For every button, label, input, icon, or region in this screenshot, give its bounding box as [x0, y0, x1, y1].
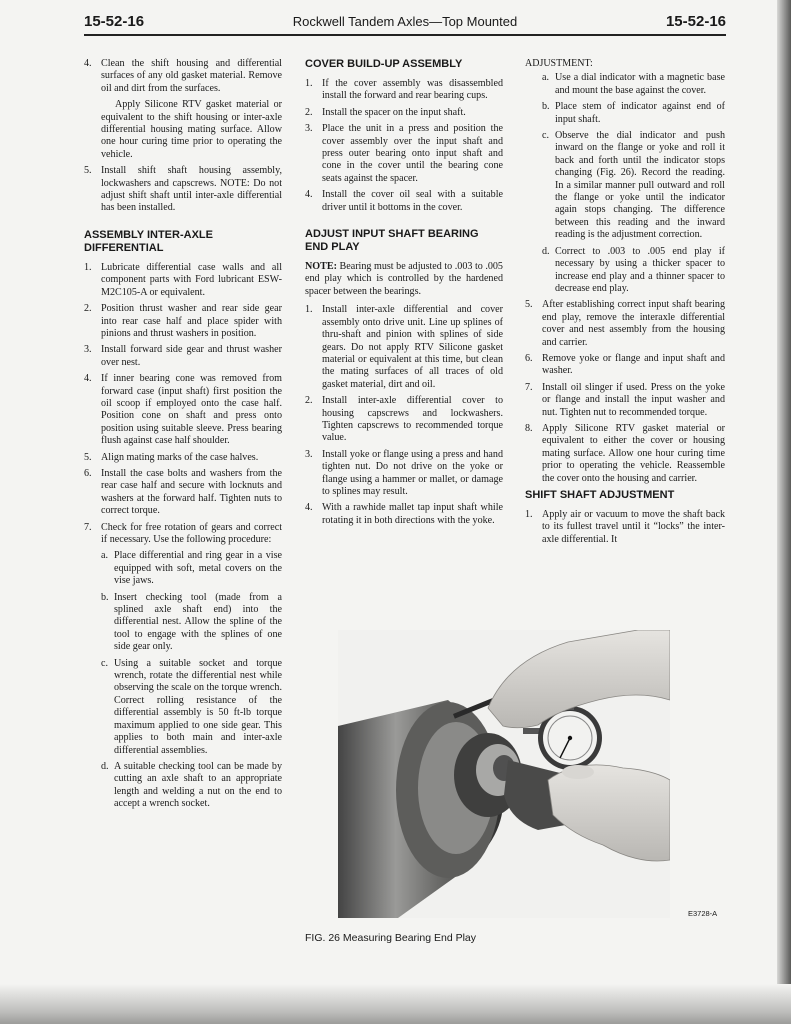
item-number: 1.: [305, 78, 313, 89]
item-text: A suitable checking tool can be made by cutting an axle shaft to an appropriate length and welding a nut on the end to accept a wrench socket.: [114, 760, 282, 810]
item-number: b.: [542, 101, 550, 113]
item-number: 5.: [84, 451, 92, 463]
dial-indicator-illustration: [338, 630, 670, 918]
item-text: Place the unit in a press and position the cover assembly over the input shaft and press outer bearing onto input shaft and cone in the cover until the bearing cone seats against the spacer.: [322, 123, 503, 184]
item-number: 3.: [305, 448, 313, 460]
list-item: [84, 468, 282, 518]
item-number: 4.: [305, 189, 313, 201]
list-item: [525, 299, 725, 349]
item-text: Install the spacer on the input shaft.: [322, 106, 466, 118]
item-text: Place differential and ring gear in a vise equipped with soft, metal covers on the vise jaws.: [114, 550, 282, 587]
item-text: Apply Silicone RTV gasket material or equivalent to either the cover or housing mating surface. Allow one hour curing time prior to operating the vehicle. Reassemble the cover onto the housing and carrier.: [542, 422, 725, 484]
section-heading: ADJUST INPUT SHAFT BEARING END PLAY: [305, 228, 479, 254]
figure-photo: [338, 630, 670, 918]
item-number: 6.: [525, 352, 533, 364]
item-text: Apply air or vacuum to move the shaft back to its fullest travel until it “locks” the inter-axle differential. It: [542, 509, 725, 545]
item-text: Use a dial indicator with a magnetic base and mount the base against the cover.: [555, 72, 725, 96]
list-item: [305, 304, 503, 391]
item-text: Insert checking tool (made from a splined axle shaft end) into the differential nest. Allow the spline of the tool to engage with the splines of one side gear only.: [114, 591, 282, 653]
list-item: [305, 449, 503, 499]
section-heading: SHIFT SHAFT ADJUSTMENT: [525, 489, 675, 501]
item-text: Install yoke or flange using a press and hand tighten nut. Do not drive on the yoke or flange using a hammer or mallet, or damage to splines may result.: [322, 448, 503, 497]
sub-list-item: [84, 761, 282, 811]
sub-list-item: [525, 72, 725, 97]
item-number: b.: [101, 591, 109, 603]
item-number: 2.: [305, 106, 313, 118]
item-text: If inner bearing cone was removed from forward case (input shaft) first position the oil scoop if employed onto the case half. Position cone on shaft and press onto position using suitable sleeve. Press bearing flush against case half shoulder.: [101, 373, 282, 447]
item-text: Place stem of indicator against end of input shaft.: [555, 101, 725, 125]
item-text: Lubricate differential case walls and all component parts with Ford lubricant ESW-M2C105-A or equivalent.: [101, 261, 282, 298]
figure-caption: FIG. 26 Measuring Bearing End Play: [305, 932, 477, 944]
column-left: [84, 58, 282, 815]
list-item: 5. Install shift shaft housing assembly, lockwashers and capscrews. NOTE: Do not adjust shift shaft until inter-axle differential has been installed.: [84, 165, 282, 214]
item-text: Using a suitable socket and torque wrench, rotate the differential nest while observing the scale on the torque wrench. Correct rolling resistance of the differential assembly is 50 ft-lb torque maximum applied to one side gear. This applies to both main and inter-axle differential assemblies.: [114, 657, 282, 756]
item-text: If the cover assembly was disassembled install the forward and rear bearing cups.: [322, 78, 503, 102]
sub-list-item: [84, 592, 282, 654]
item-number: 4.: [84, 373, 92, 385]
item-number: 7.: [525, 381, 533, 393]
figure-code: E3728-A: [688, 909, 718, 918]
item-text: Install forward side gear and thrust washer over nest.: [101, 344, 282, 368]
item-number: c.: [542, 130, 550, 142]
item-number: d.: [101, 760, 109, 772]
item-number: 6.: [84, 467, 92, 479]
item-number: d.: [542, 245, 550, 257]
page-number-right: 15-52-16: [665, 13, 726, 30]
item-number: 1.: [305, 304, 313, 316]
list-item: [84, 262, 282, 299]
item-text: Observe the dial indicator and push inward on the flange or yoke and roll it back and forth until the indicator stops changing (Fig. 26). Record the reading. In a similar manner pull outward and roll the flange or yoke until the indicator again stops changing. The difference between this reading and the inward reading is the adjustment correction.: [555, 130, 725, 241]
item-number: 1.: [525, 509, 533, 520]
item-text: With a rawhide mallet tap input shaft while rotating it in both directions with the yoke.: [322, 502, 503, 526]
item-number: 1.: [84, 261, 92, 273]
item-text: Check for free rotation of gears and correct if necessary. Use the following procedure:: [101, 521, 282, 545]
item-text: Install the case bolts and washers from the rear case half and secure with locknuts and washers at the forward half. Tighten nuts to correct torque.: [101, 467, 282, 517]
list-item: [525, 423, 725, 485]
item-number: a.: [542, 72, 550, 84]
item-number: 5.: [525, 299, 533, 311]
adjustment-label: ADJUSTMENT:: [525, 58, 593, 69]
item-number: a.: [101, 550, 109, 562]
list-item: [84, 344, 282, 369]
section-heading: COVER BUILD-UP ASSEMBLY: [305, 58, 463, 70]
item-number: 3.: [84, 344, 92, 356]
sub-list-item: [525, 246, 725, 296]
item-text: After establishing correct input shaft bearing end play, remove the interaxle differential cover and nest assembly from the housing and carrier.: [542, 299, 725, 348]
sub-list-item: [525, 130, 725, 242]
item-text: Correct to .003 to .005 end play if necessary by using a thicker spacer to increase end play and a thinner spacer to decrease end play.: [555, 245, 725, 294]
list-item: [525, 353, 725, 378]
item-number: 7.: [84, 521, 92, 533]
column-right: [525, 58, 725, 550]
item-text: Install oil slinger if used. Press on the yoke or flange and install the input washer and nut. Tighten nut to recommended torque.: [542, 381, 725, 418]
list-item: [305, 123, 503, 185]
column-middle: [305, 58, 503, 531]
item-text: Install inter-axle differential and cover assembly onto drive unit. Line up splines of thru-shaft and pinion with splines of side gears. Do not apply RTV Silicone gasket material or equivalent at this time, but clean the mating surfaces of all traces of old gasket material, dirt and oil.: [322, 304, 503, 390]
item-text: Install inter-axle differential cover to housing capscrews and lockwashers. Tighten capscrews to recommended torque value.: [322, 395, 503, 444]
note: [305, 261, 503, 298]
page-bottom-shadow: [0, 984, 791, 1024]
section-heading: ASSEMBLY INTER-AXLE DIFFERENTIAL: [84, 228, 213, 254]
list-item: [525, 382, 725, 419]
list-item: [305, 502, 503, 527]
page-header: [84, 10, 726, 36]
item-number: c.: [101, 657, 109, 669]
item-text: Remove yoke or flange and input shaft and washer.: [542, 352, 725, 377]
item-text: Align mating marks of the case halves.: [101, 451, 259, 463]
list-item: [84, 452, 282, 464]
page-number-left: 15-52-16: [84, 13, 145, 30]
list-item: [84, 373, 282, 447]
item-number: 2.: [305, 395, 313, 407]
list-item: [84, 303, 282, 340]
list-item: [305, 189, 503, 214]
page-title: Rockwell Tandem Axles—Top Mounted: [292, 14, 518, 29]
item-number: 4.: [305, 502, 313, 514]
sub-list-item: [84, 658, 282, 757]
list-item: [305, 78, 503, 103]
item-number: 3.: [305, 123, 313, 135]
page-edge-shadow: [777, 0, 791, 1024]
item-number: 2.: [84, 303, 92, 315]
list-item: [525, 509, 725, 546]
item-number: 8.: [525, 422, 533, 434]
paragraph: Apply Silicone RTV gasket material or equivalent to the shift housing or inter-axle differential housing mating surface. Allow one hour curing time prior to operating the vehicle.: [101, 99, 282, 160]
sub-list-item: [525, 101, 725, 126]
item-text: Install the cover oil seal with a suitable driver until it bottoms in the cover.: [322, 189, 503, 213]
note-text: Bearing must be adjusted to .003 to .005 end play which is controlled by the hardened spacer between the bearings.: [305, 261, 503, 297]
list-item: [305, 107, 503, 119]
list-item: 4. Clean the shift housing and differential surfaces of any old gasket material. Remove oil and dirt from the surfaces.: [84, 58, 282, 94]
list-item: [305, 395, 503, 445]
sub-list-item: [84, 550, 282, 587]
note-label: NOTE:: [305, 261, 337, 273]
list-item: [84, 522, 282, 547]
item-text: Position thrust washer and rear side gear into rear case half and place spider with pinions and thrust washers in position.: [101, 303, 282, 339]
